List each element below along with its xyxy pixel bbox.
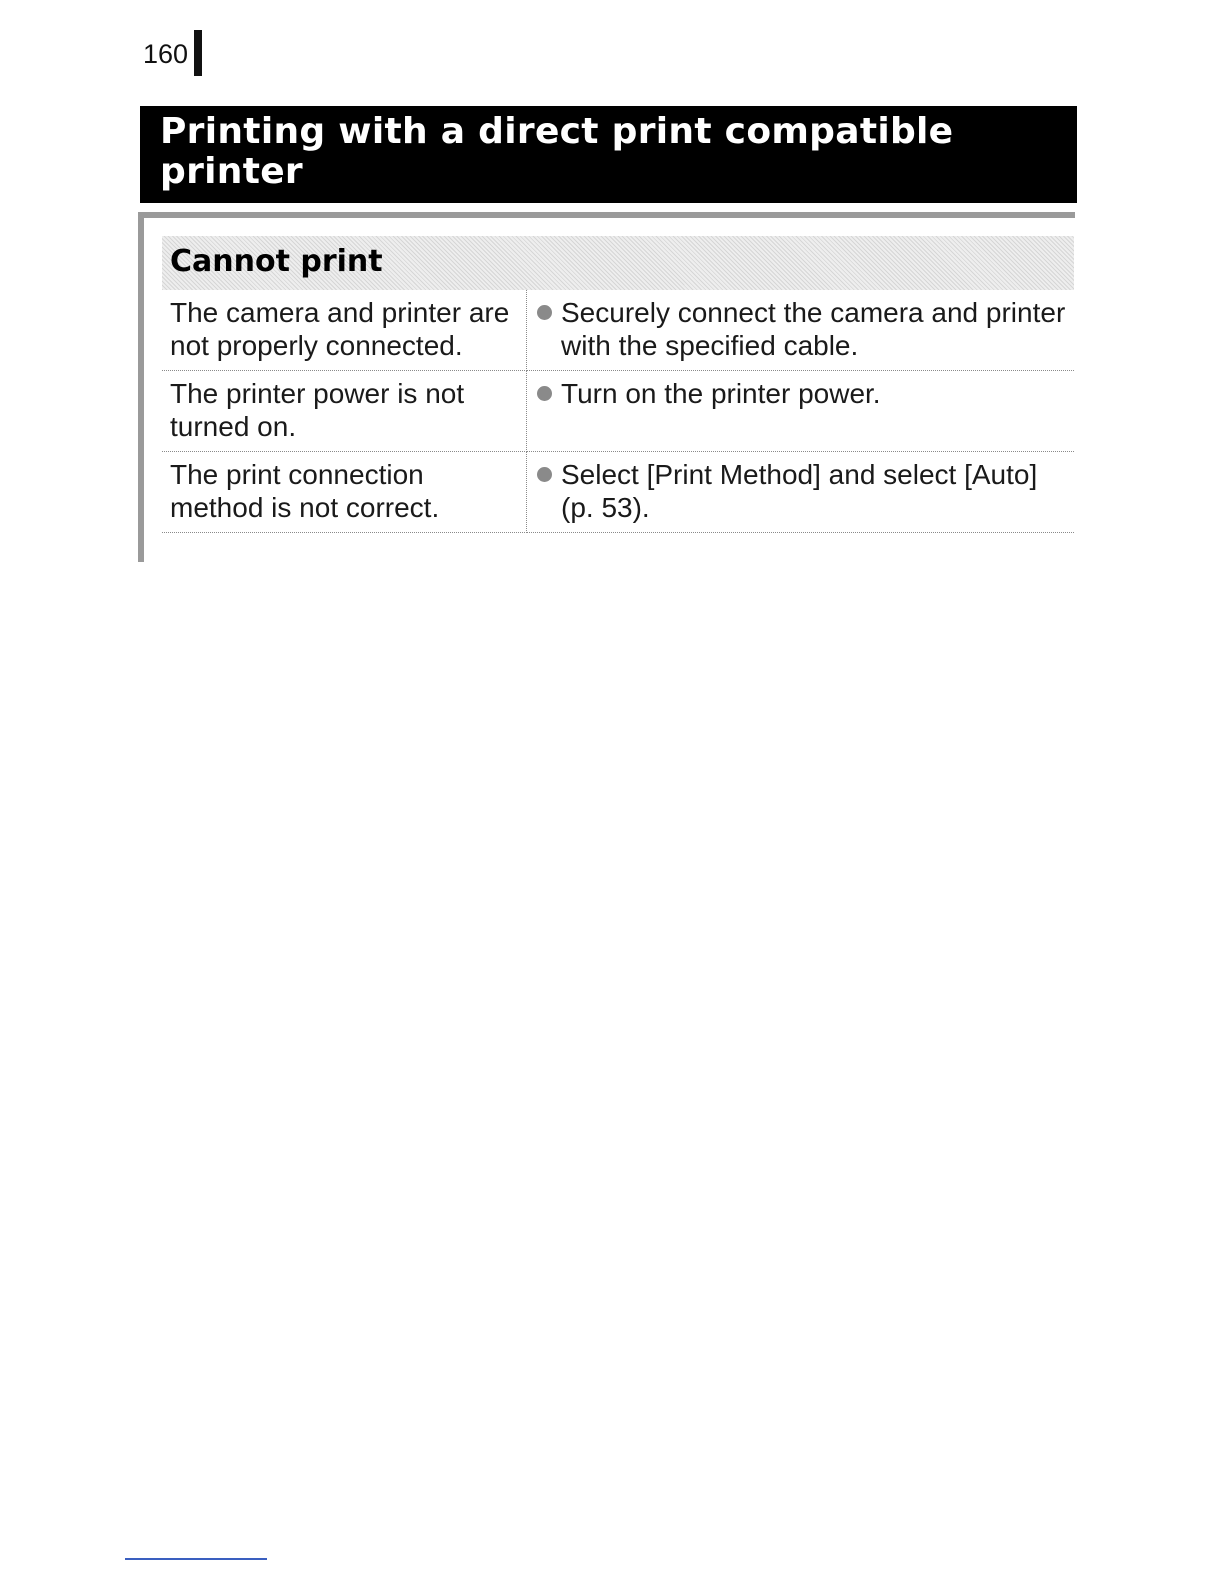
problem-cell: The printer power is not turned on.: [162, 371, 527, 452]
page-marker-bar: [194, 30, 202, 76]
problem-cell: The print connection method is not correct.: [162, 452, 527, 533]
solution-text: Securely connect the camera and printer with the specified cable.: [561, 297, 1066, 361]
section-header: [162, 236, 1074, 290]
section-heading: Cannot print: [170, 244, 383, 279]
section-left-rule: [138, 212, 144, 562]
page-title: Printing with a direct print compatible printer: [160, 111, 954, 192]
table-row: [162, 371, 1074, 452]
solution-cell: [527, 371, 1075, 452]
troubleshooting-table: [162, 290, 1074, 533]
bullet-icon: [537, 467, 552, 482]
solution-cell: [527, 290, 1075, 371]
solution-text: Select [Print Method] and select [Auto] (p. 53).: [561, 459, 1038, 523]
section-top-rule: [140, 212, 1075, 218]
table-row: [162, 290, 1074, 371]
table-row: [162, 452, 1074, 533]
problem-cell: The camera and printer are not properly connected.: [162, 290, 527, 371]
page-number: 160: [143, 39, 189, 69]
title-banner: [140, 106, 1077, 203]
bullet-icon: [537, 386, 552, 401]
footer-rule: [125, 1558, 267, 1560]
solution-text: Turn on the printer power.: [561, 378, 881, 409]
bullet-icon: [537, 305, 552, 320]
solution-cell: [527, 452, 1075, 533]
